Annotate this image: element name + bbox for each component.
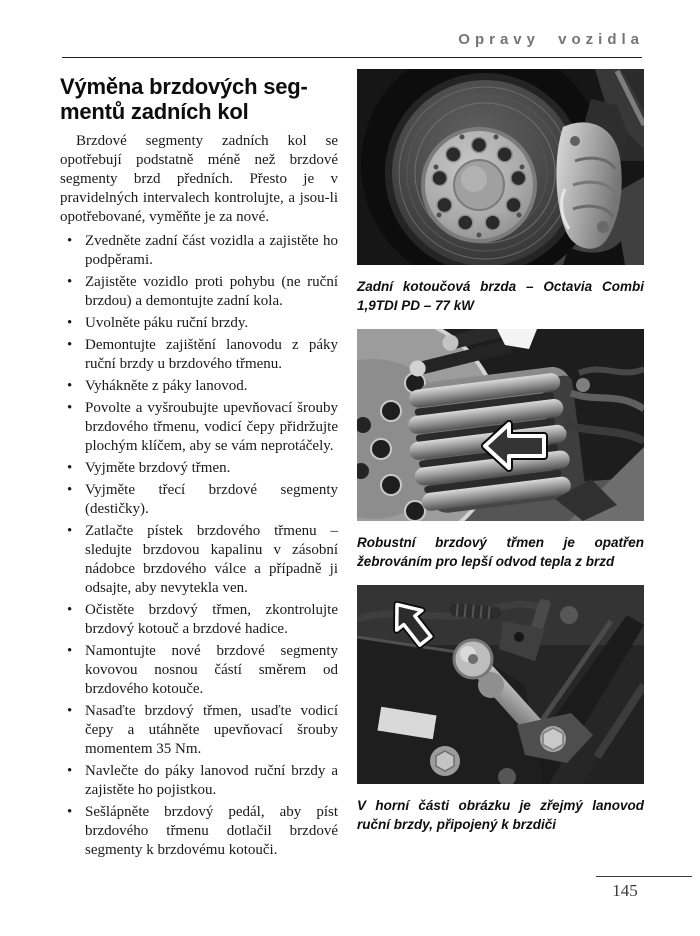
figure-ribbed-caliper bbox=[357, 329, 644, 571]
instruction-text: Vyjměte brzdový třmen. bbox=[85, 460, 231, 476]
instruction-item bbox=[60, 762, 338, 800]
instruction-text: Vyhákněte z páky lanovod. bbox=[85, 378, 248, 394]
instruction-text: Vyjměte třecí brzdové segmenty (destičky). bbox=[85, 482, 338, 517]
bullet-icon: • bbox=[67, 602, 73, 618]
instruction-item bbox=[60, 522, 338, 598]
footer-rule bbox=[596, 876, 692, 877]
instruction-text: Uvolněte páku ruční brzdy. bbox=[85, 315, 249, 331]
bullet-icon: • bbox=[67, 460, 73, 476]
instruction-item bbox=[60, 377, 338, 396]
bullet-icon: • bbox=[67, 703, 73, 719]
figure-column bbox=[357, 69, 644, 863]
instruction-text: Zatlačte pístek brzdového třmenu – sledujte brzdovou kapalinu v zásobní nádobce brzdového válce a případně ji odsajte, aby nevytekla ven. bbox=[85, 523, 338, 596]
ribbed-caliper-illustration bbox=[357, 329, 644, 521]
bullet-icon: • bbox=[67, 315, 73, 331]
instruction-item bbox=[60, 702, 338, 759]
bullet-icon: • bbox=[67, 400, 73, 416]
instruction-list bbox=[60, 232, 338, 860]
article-title-line1: Výměna brzdových seg- bbox=[60, 74, 308, 99]
figure-rear-disc-brake bbox=[357, 69, 644, 315]
rear-disc-brake-illustration bbox=[357, 69, 644, 265]
rear-disc-brake-photo bbox=[357, 69, 644, 265]
instruction-item bbox=[60, 336, 338, 374]
figure-caption-3: V horní části obrázku je zřejmý lanovod ruční brzdy, připojený k brzdiči bbox=[357, 798, 644, 832]
instruction-item bbox=[60, 601, 338, 639]
handbrake-cable-illustration bbox=[357, 585, 644, 784]
instruction-text: Očistěte brzdový třmen, zkontrolujte brzdový kotouč a brzdové hadice. bbox=[85, 602, 338, 637]
bullet-icon: • bbox=[67, 763, 73, 779]
intro-paragraph: Brzdové segmenty zadních kol se opotřebují podstatně méně než brzdové segmenty brzd předních. Přesto je v pravidelných intervalech kontrolujte, a jsou-li opotřebované, vyměňte je za nové. bbox=[60, 133, 338, 225]
figure-handbrake-cable bbox=[357, 585, 644, 834]
bullet-icon: • bbox=[67, 804, 73, 820]
instruction-text: Namontujte nové brzdové segmenty kovovou nosnou částí směrem od brzdového kotouče. bbox=[85, 643, 338, 697]
instruction-item bbox=[60, 273, 338, 311]
instruction-text: Zajistěte vozidlo proti pohybu (ne ruční brzdou) a demontujte zadní kola. bbox=[85, 274, 338, 309]
bullet-icon: • bbox=[67, 233, 73, 249]
instruction-text: Demontujte zajištění lanovodu z páky ruční brzdy u brzdového třmenu. bbox=[85, 337, 338, 372]
page-number: 145 bbox=[612, 881, 638, 900]
instruction-text: Povolte a vyšroubujte upevňovací šrouby brzdového třmenu, vodicí čepy přidržujte plochým klíčem, aby se vám neprotáčely. bbox=[85, 400, 338, 454]
instruction-item bbox=[60, 314, 338, 333]
page-content bbox=[60, 69, 644, 863]
instruction-item bbox=[60, 803, 338, 860]
ribbed-caliper-photo bbox=[357, 329, 644, 521]
instruction-text: Navlečte do páky lanovod ruční brzdy a zajistěte ho pojistkou. bbox=[85, 763, 338, 798]
article-title-line2: mentů zadních kol bbox=[60, 99, 249, 124]
bullet-icon: • bbox=[67, 643, 73, 659]
bullet-icon: • bbox=[67, 274, 73, 290]
bullet-icon: • bbox=[67, 378, 73, 394]
handbrake-cable-photo bbox=[357, 585, 644, 784]
running-head: Opravy vozidla bbox=[458, 31, 644, 48]
instruction-item bbox=[60, 642, 338, 699]
bullet-icon: • bbox=[67, 482, 73, 498]
bullet-icon: • bbox=[67, 337, 73, 353]
instruction-text: Sešlápněte brzdový pedál, aby píst brzdového třmenu dotlačil brzdové segmenty k brzdovému kotouči. bbox=[85, 804, 338, 858]
instruction-item bbox=[60, 399, 338, 456]
instruction-item bbox=[60, 459, 338, 478]
header-rule bbox=[62, 57, 642, 58]
instruction-text: Nasaďte brzdový třmen, usaďte vodicí čepy a utáhněte upevňovací šrouby momentem 35 Nm. bbox=[85, 703, 338, 757]
bullet-icon: • bbox=[67, 523, 73, 539]
instruction-item bbox=[60, 481, 338, 519]
figure-caption-2: Robustní brzdový třmen je opatřen žebrováním pro lepší odvod tepla z brzd bbox=[357, 535, 644, 569]
text-column bbox=[60, 69, 338, 863]
instruction-item bbox=[60, 232, 338, 270]
article-title bbox=[60, 74, 338, 124]
instruction-text: Zvedněte zadní část vozidla a zajistěte ho podpěrami. bbox=[85, 233, 338, 268]
figure-caption-1: Zadní kotoučová brzda – Octavia Combi 1,9TDI PD – 77 kW bbox=[357, 279, 644, 313]
